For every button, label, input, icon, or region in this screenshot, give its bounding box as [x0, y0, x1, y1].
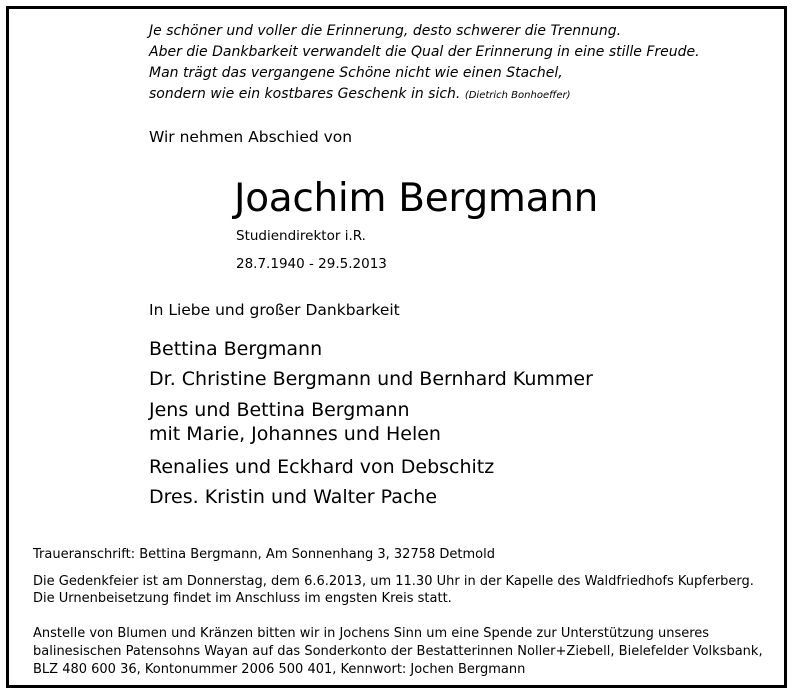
bonhoeffer-quote [149, 21, 769, 106]
deceased-name: Joachim Bergmann [234, 176, 599, 221]
mourner-name: Jens und Bettina Bergmann [149, 399, 410, 421]
deceased-title: Studiendirektor i.R. [236, 228, 366, 244]
quote-line [149, 84, 769, 106]
mourners-list [149, 334, 593, 512]
quote-line-text: sondern wie ein kostbares Geschenk in sich. [149, 86, 461, 102]
gratitude-line: In Liebe und großer Dankbarkeit [149, 301, 400, 319]
mourner-name: Renalies und Eckhard von Debschitz [149, 456, 495, 478]
ceremony-info [33, 573, 754, 607]
mourning-address: Traueranschrift: Bettina Bergmann, Am Sonnenhang 3, 32758 Detmold [33, 547, 495, 562]
farewell-intro: Wir nehmen Abschied von [149, 128, 353, 146]
mourner-name: Bettina Bergmann [149, 338, 323, 360]
donation-line: Anstelle von Blumen und Kränzen bitten wir in Jochens Sinn um eine Spende zur Unterstützung unseres [33, 626, 710, 641]
quote-line: Man trägt das vergangene Schöne nicht wie einen Stachel, [149, 65, 563, 81]
ceremony-line: Die Gedenkfeier ist am Donnerstag, dem 6.6.2013, um 11.30 Uhr in der Kapelle des Waldfriedhofs Kupferberg. [33, 574, 754, 589]
life-dates: 28.7.1940 - 29.5.2013 [236, 256, 387, 272]
quote-line: Aber die Dankbarkeit verwandelt die Qual der Erinnerung in eine stille Freude. [149, 44, 700, 60]
mourner-name: Dr. Christine Bergmann und Bernhard Kummer [149, 368, 593, 390]
quote-line: Je schöner und voller die Erinnerung, desto schwerer die Trennung. [149, 23, 622, 39]
quote-author: (Dietrich Bonhoeffer) [464, 90, 571, 101]
mourner-name: mit Marie, Johannes und Helen [149, 423, 441, 445]
donation-info [33, 625, 763, 679]
donation-line: balinesischen Patensohns Wayan auf das Sonderkonto der Bestatterinnen Noller+Ziebell, Bielefelder Volksbank, [33, 644, 763, 659]
ceremony-line: Die Urnenbeisetzung findet im Anschluss im engsten Kreis statt. [33, 591, 452, 606]
mourner-name: Dres. Kristin und Walter Pache [149, 486, 438, 508]
donation-line: BLZ 480 600 36, Kontonummer 2006 500 401, Kennwort: Jochen Bergmann [33, 662, 526, 677]
